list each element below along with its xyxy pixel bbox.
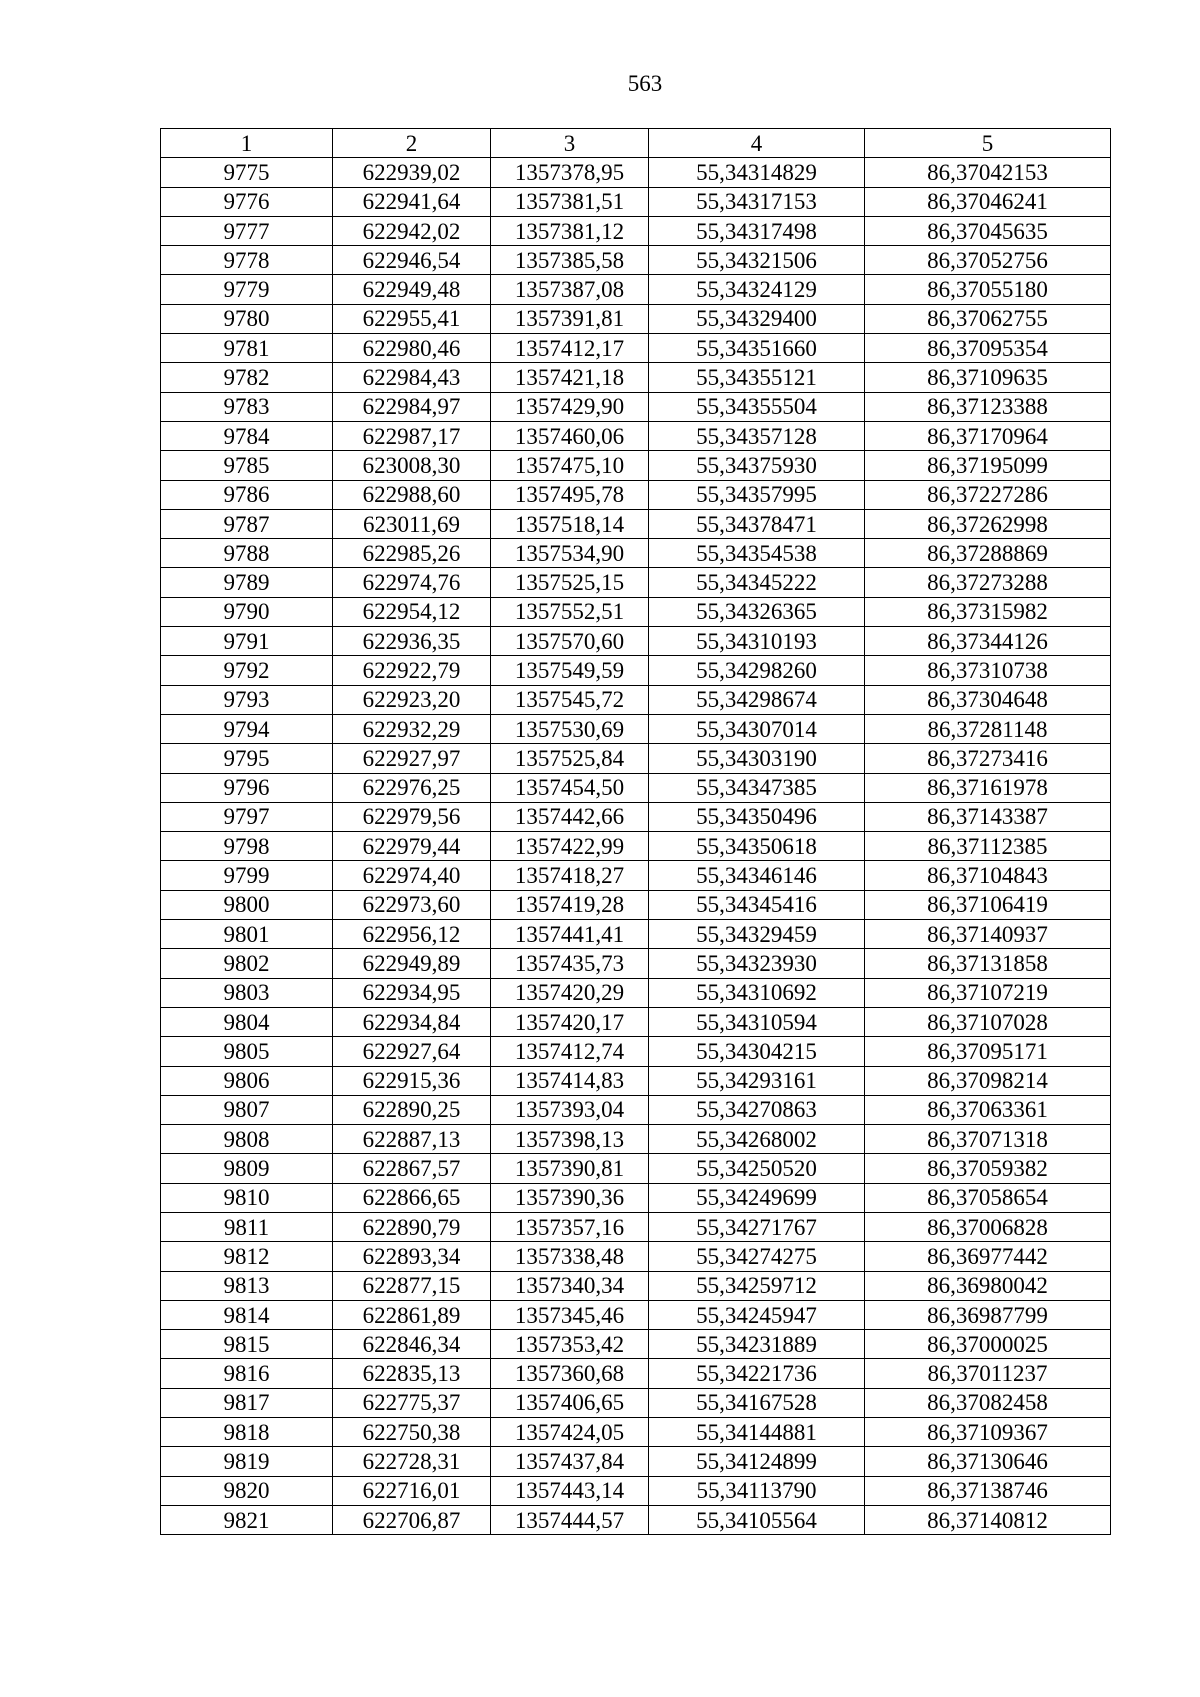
table-cell-col-5: 86,37131858 — [865, 949, 1111, 978]
table-cell-col-1: 9806 — [161, 1066, 333, 1095]
table-cell-col-4: 55,34323930 — [649, 949, 865, 978]
table-cell-col-1: 9784 — [161, 421, 333, 450]
table-cell-col-2: 622835,13 — [333, 1359, 491, 1388]
table-cell-col-1: 9788 — [161, 539, 333, 568]
table-row — [161, 275, 1111, 304]
table-cell-col-5: 86,37011237 — [865, 1359, 1111, 1388]
table-cell-col-4: 55,34326365 — [649, 597, 865, 626]
table-cell-col-3: 1357429,90 — [491, 392, 649, 421]
table-cell-col-3: 1357385,58 — [491, 246, 649, 275]
table-row — [161, 451, 1111, 480]
table-row — [161, 978, 1111, 1007]
table-cell-col-1: 9798 — [161, 832, 333, 861]
table-cell-col-3: 1357390,36 — [491, 1183, 649, 1212]
table-cell-col-4: 55,34105564 — [649, 1505, 865, 1534]
table-cell-col-1: 9805 — [161, 1037, 333, 1066]
table-row — [161, 1418, 1111, 1447]
table-cell-col-1: 9796 — [161, 773, 333, 802]
table-cell-col-1: 9781 — [161, 334, 333, 363]
table-cell-col-2: 622861,89 — [333, 1300, 491, 1329]
table-row — [161, 187, 1111, 216]
table-cell-col-3: 1357444,57 — [491, 1505, 649, 1534]
table-row — [161, 1183, 1111, 1212]
table-row — [161, 480, 1111, 509]
table-cell-col-3: 1357421,18 — [491, 363, 649, 392]
table-cell-col-2: 622716,01 — [333, 1476, 491, 1505]
table-cell-col-4: 55,34245947 — [649, 1300, 865, 1329]
table-cell-col-1: 9816 — [161, 1359, 333, 1388]
column-header-3: 3 — [491, 129, 649, 158]
table-cell-col-1: 9793 — [161, 685, 333, 714]
table-cell-col-1: 9786 — [161, 480, 333, 509]
table-cell-col-3: 1357353,42 — [491, 1330, 649, 1359]
table-cell-col-1: 9785 — [161, 451, 333, 480]
table-cell-col-2: 622846,34 — [333, 1330, 491, 1359]
table-cell-col-2: 622867,57 — [333, 1154, 491, 1183]
table-cell-col-4: 55,34355504 — [649, 392, 865, 421]
table-cell-col-2: 622750,38 — [333, 1418, 491, 1447]
table-cell-col-5: 86,37170964 — [865, 421, 1111, 450]
table-row — [161, 832, 1111, 861]
table-cell-col-5: 86,37098214 — [865, 1066, 1111, 1095]
table-row — [161, 1271, 1111, 1300]
table-row — [161, 1476, 1111, 1505]
table-cell-col-1: 9807 — [161, 1095, 333, 1124]
table-row — [161, 539, 1111, 568]
table-cell-col-5: 86,37273416 — [865, 744, 1111, 773]
table-cell-col-4: 55,34345222 — [649, 568, 865, 597]
table-cell-col-5: 86,37310738 — [865, 656, 1111, 685]
table-cell-col-2: 622976,25 — [333, 773, 491, 802]
table-cell-col-5: 86,37095171 — [865, 1037, 1111, 1066]
table-cell-col-3: 1357381,12 — [491, 216, 649, 245]
table-cell-col-2: 622949,89 — [333, 949, 491, 978]
table-cell-col-2: 622979,44 — [333, 832, 491, 861]
table-row — [161, 685, 1111, 714]
table-cell-col-3: 1357460,06 — [491, 421, 649, 450]
table-cell-col-3: 1357420,29 — [491, 978, 649, 1007]
table-cell-col-5: 86,37344126 — [865, 627, 1111, 656]
table-cell-col-1: 9814 — [161, 1300, 333, 1329]
table-cell-col-3: 1357422,99 — [491, 832, 649, 861]
table-cell-col-4: 55,34317153 — [649, 187, 865, 216]
table-cell-col-5: 86,37288869 — [865, 539, 1111, 568]
table-row — [161, 304, 1111, 333]
table-cell-col-4: 55,34324129 — [649, 275, 865, 304]
table-row — [161, 1154, 1111, 1183]
table-cell-col-3: 1357340,34 — [491, 1271, 649, 1300]
table-cell-col-1: 9780 — [161, 304, 333, 333]
table-row — [161, 802, 1111, 831]
table-row — [161, 334, 1111, 363]
table-cell-col-5: 86,37062755 — [865, 304, 1111, 333]
table-row — [161, 509, 1111, 538]
table-cell-col-2: 622956,12 — [333, 920, 491, 949]
table-cell-col-2: 622974,40 — [333, 861, 491, 890]
table-cell-col-1: 9820 — [161, 1476, 333, 1505]
table-cell-col-4: 55,34124899 — [649, 1447, 865, 1476]
table-cell-col-3: 1357419,28 — [491, 890, 649, 919]
table-cell-col-5: 86,37112385 — [865, 832, 1111, 861]
table-cell-col-5: 86,37161978 — [865, 773, 1111, 802]
table-cell-col-4: 55,34378471 — [649, 509, 865, 538]
table-row — [161, 773, 1111, 802]
table-cell-col-2: 622887,13 — [333, 1125, 491, 1154]
table-row — [161, 1037, 1111, 1066]
table-cell-col-1: 9790 — [161, 597, 333, 626]
table-cell-col-4: 55,34304215 — [649, 1037, 865, 1066]
table-cell-col-1: 9775 — [161, 158, 333, 187]
table-cell-col-2: 622927,64 — [333, 1037, 491, 1066]
table-cell-col-5: 86,36987799 — [865, 1300, 1111, 1329]
table-cell-col-2: 622984,43 — [333, 363, 491, 392]
table-row — [161, 1505, 1111, 1534]
table-cell-col-1: 9776 — [161, 187, 333, 216]
table-cell-col-4: 55,34303190 — [649, 744, 865, 773]
table-cell-col-3: 1357360,68 — [491, 1359, 649, 1388]
table-cell-col-3: 1357390,81 — [491, 1154, 649, 1183]
table-cell-col-3: 1357475,10 — [491, 451, 649, 480]
table-cell-col-3: 1357454,50 — [491, 773, 649, 802]
table-cell-col-4: 55,34321506 — [649, 246, 865, 275]
table-cell-col-4: 55,34350618 — [649, 832, 865, 861]
table-cell-col-3: 1357545,72 — [491, 685, 649, 714]
table-cell-col-3: 1357398,13 — [491, 1125, 649, 1154]
table-cell-col-3: 1357549,59 — [491, 656, 649, 685]
table-row — [161, 421, 1111, 450]
table-cell-col-5: 86,37107219 — [865, 978, 1111, 1007]
table-cell-col-4: 55,34354538 — [649, 539, 865, 568]
table-cell-col-2: 622973,60 — [333, 890, 491, 919]
table-cell-col-3: 1357495,78 — [491, 480, 649, 509]
table-cell-col-2: 622946,54 — [333, 246, 491, 275]
table-cell-col-1: 9809 — [161, 1154, 333, 1183]
table-row — [161, 627, 1111, 656]
table-cell-col-3: 1357525,84 — [491, 744, 649, 773]
table-cell-col-1: 9795 — [161, 744, 333, 773]
table-cell-col-2: 622934,95 — [333, 978, 491, 1007]
table-cell-col-4: 55,34270863 — [649, 1095, 865, 1124]
table-header — [161, 129, 1111, 158]
table-cell-col-5: 86,37000025 — [865, 1330, 1111, 1359]
table-cell-col-2: 623011,69 — [333, 509, 491, 538]
table-cell-col-5: 86,37045635 — [865, 216, 1111, 245]
table-cell-col-2: 622866,65 — [333, 1183, 491, 1212]
table-cell-col-1: 9782 — [161, 363, 333, 392]
table-cell-col-4: 55,34249699 — [649, 1183, 865, 1212]
table-row — [161, 1300, 1111, 1329]
table-cell-col-2: 622980,46 — [333, 334, 491, 363]
table-row — [161, 1095, 1111, 1124]
table-cell-col-1: 9810 — [161, 1183, 333, 1212]
table-cell-col-5: 86,37140812 — [865, 1505, 1111, 1534]
table-cell-col-1: 9800 — [161, 890, 333, 919]
table-cell-col-3: 1357518,14 — [491, 509, 649, 538]
table-cell-col-5: 86,37130646 — [865, 1447, 1111, 1476]
table-cell-col-4: 55,34259712 — [649, 1271, 865, 1300]
table-cell-col-3: 1357345,46 — [491, 1300, 649, 1329]
table-cell-col-2: 622934,84 — [333, 1007, 491, 1036]
table-cell-col-1: 9799 — [161, 861, 333, 890]
table-cell-col-3: 1357442,66 — [491, 802, 649, 831]
table-row — [161, 158, 1111, 187]
table-cell-col-3: 1357357,16 — [491, 1212, 649, 1241]
table-cell-col-3: 1357393,04 — [491, 1095, 649, 1124]
table-cell-col-5: 86,37095354 — [865, 334, 1111, 363]
table-cell-col-3: 1357424,05 — [491, 1418, 649, 1447]
table-cell-col-3: 1357387,08 — [491, 275, 649, 304]
table-cell-col-2: 622775,37 — [333, 1388, 491, 1417]
table-cell-col-4: 55,34113790 — [649, 1476, 865, 1505]
table-row — [161, 744, 1111, 773]
table-row — [161, 1212, 1111, 1241]
table-row — [161, 1066, 1111, 1095]
table-cell-col-1: 9804 — [161, 1007, 333, 1036]
table-cell-col-5: 86,37042153 — [865, 158, 1111, 187]
table-row — [161, 714, 1111, 743]
table-cell-col-3: 1357412,17 — [491, 334, 649, 363]
table-cell-col-5: 86,37262998 — [865, 509, 1111, 538]
table-cell-col-5: 86,37304648 — [865, 685, 1111, 714]
table-cell-col-3: 1357391,81 — [491, 304, 649, 333]
table-cell-col-2: 622706,87 — [333, 1505, 491, 1534]
table-cell-col-3: 1357378,95 — [491, 158, 649, 187]
table-row — [161, 363, 1111, 392]
table-cell-col-1: 9778 — [161, 246, 333, 275]
table-cell-col-5: 86,37063361 — [865, 1095, 1111, 1124]
table-cell-col-4: 55,34355121 — [649, 363, 865, 392]
table-cell-col-5: 86,37106419 — [865, 890, 1111, 919]
table-cell-col-2: 622954,12 — [333, 597, 491, 626]
table-cell-col-4: 55,34271767 — [649, 1212, 865, 1241]
table-cell-col-4: 55,34310193 — [649, 627, 865, 656]
table-cell-col-3: 1357381,51 — [491, 187, 649, 216]
table-cell-col-1: 9787 — [161, 509, 333, 538]
table-cell-col-5: 86,37195099 — [865, 451, 1111, 480]
table-cell-col-2: 622942,02 — [333, 216, 491, 245]
table-cell-col-4: 55,34274275 — [649, 1242, 865, 1271]
table-cell-col-5: 86,37055180 — [865, 275, 1111, 304]
table-cell-col-5: 86,37273288 — [865, 568, 1111, 597]
table-cell-col-3: 1357418,27 — [491, 861, 649, 890]
table-cell-col-5: 86,37082458 — [865, 1388, 1111, 1417]
table-row — [161, 949, 1111, 978]
table-row — [161, 861, 1111, 890]
table-row — [161, 216, 1111, 245]
table-cell-col-2: 622893,34 — [333, 1242, 491, 1271]
table-cell-col-5: 86,36977442 — [865, 1242, 1111, 1271]
table-cell-col-3: 1357420,17 — [491, 1007, 649, 1036]
table-cell-col-1: 9821 — [161, 1505, 333, 1534]
table-cell-col-1: 9789 — [161, 568, 333, 597]
table-cell-col-5: 86,37143387 — [865, 802, 1111, 831]
table-cell-col-2: 622922,79 — [333, 656, 491, 685]
table-cell-col-2: 622932,29 — [333, 714, 491, 743]
table-cell-col-4: 55,34310594 — [649, 1007, 865, 1036]
table-cell-col-5: 86,37071318 — [865, 1125, 1111, 1154]
table-cell-col-4: 55,34375930 — [649, 451, 865, 480]
table-cell-col-2: 622728,31 — [333, 1447, 491, 1476]
table-cell-col-3: 1357552,51 — [491, 597, 649, 626]
table-cell-col-4: 55,34351660 — [649, 334, 865, 363]
table-cell-col-4: 55,34329400 — [649, 304, 865, 333]
column-header-2: 2 — [333, 129, 491, 158]
table-cell-col-1: 9813 — [161, 1271, 333, 1300]
table-row — [161, 890, 1111, 919]
table-cell-col-4: 55,34144881 — [649, 1418, 865, 1447]
table-cell-col-1: 9815 — [161, 1330, 333, 1359]
table-cell-col-5: 86,36980042 — [865, 1271, 1111, 1300]
table-cell-col-5: 86,37315982 — [865, 597, 1111, 626]
table-cell-col-4: 55,34329459 — [649, 920, 865, 949]
table-cell-col-3: 1357443,14 — [491, 1476, 649, 1505]
column-header-1: 1 — [161, 129, 333, 158]
table-cell-col-2: 622941,64 — [333, 187, 491, 216]
table-cell-col-5: 86,37123388 — [865, 392, 1111, 421]
coordinates-table — [160, 128, 1111, 1535]
table-cell-col-5: 86,37059382 — [865, 1154, 1111, 1183]
table-cell-col-2: 622890,79 — [333, 1212, 491, 1241]
table-cell-col-5: 86,37107028 — [865, 1007, 1111, 1036]
table-row — [161, 920, 1111, 949]
table-cell-col-4: 55,34231889 — [649, 1330, 865, 1359]
table-cell-col-1: 9794 — [161, 714, 333, 743]
table-cell-col-4: 55,34293161 — [649, 1066, 865, 1095]
table-row — [161, 568, 1111, 597]
table-cell-col-2: 622955,41 — [333, 304, 491, 333]
table-cell-col-4: 55,34310692 — [649, 978, 865, 1007]
table-cell-col-3: 1357441,41 — [491, 920, 649, 949]
table-cell-col-5: 86,37140937 — [865, 920, 1111, 949]
column-header-4: 4 — [649, 129, 865, 158]
table-row — [161, 597, 1111, 626]
table-cell-col-3: 1357437,84 — [491, 1447, 649, 1476]
table-cell-col-5: 86,37227286 — [865, 480, 1111, 509]
table-cell-col-2: 622923,20 — [333, 685, 491, 714]
table-row — [161, 1007, 1111, 1036]
table-cell-col-2: 622974,76 — [333, 568, 491, 597]
table-cell-col-2: 622877,15 — [333, 1271, 491, 1300]
table-cell-col-3: 1357530,69 — [491, 714, 649, 743]
table-cell-col-1: 9801 — [161, 920, 333, 949]
table-cell-col-1: 9819 — [161, 1447, 333, 1476]
table-cell-col-4: 55,34167528 — [649, 1388, 865, 1417]
table-cell-col-2: 622936,35 — [333, 627, 491, 656]
table-cell-col-2: 622927,97 — [333, 744, 491, 773]
table-cell-col-2: 622979,56 — [333, 802, 491, 831]
table-cell-col-4: 55,34317498 — [649, 216, 865, 245]
table-cell-col-4: 55,34298260 — [649, 656, 865, 685]
table-cell-col-1: 9808 — [161, 1125, 333, 1154]
table-cell-col-5: 86,37006828 — [865, 1212, 1111, 1241]
table-cell-col-5: 86,37104843 — [865, 861, 1111, 890]
table-cell-col-1: 9817 — [161, 1388, 333, 1417]
table-cell-col-3: 1357414,83 — [491, 1066, 649, 1095]
table-cell-col-4: 55,34357995 — [649, 480, 865, 509]
table-cell-col-4: 55,34314829 — [649, 158, 865, 187]
table-cell-col-1: 9818 — [161, 1418, 333, 1447]
table-body — [161, 158, 1111, 1535]
table-cell-col-4: 55,34350496 — [649, 802, 865, 831]
table-cell-col-2: 622949,48 — [333, 275, 491, 304]
table-cell-col-3: 1357570,60 — [491, 627, 649, 656]
table-cell-col-1: 9803 — [161, 978, 333, 1007]
table-cell-col-1: 9783 — [161, 392, 333, 421]
table-row — [161, 246, 1111, 275]
header-row — [161, 129, 1111, 158]
table-cell-col-1: 9791 — [161, 627, 333, 656]
table-cell-col-3: 1357406,65 — [491, 1388, 649, 1417]
table-cell-col-1: 9777 — [161, 216, 333, 245]
table-cell-col-5: 86,37138746 — [865, 1476, 1111, 1505]
table-row — [161, 1125, 1111, 1154]
table-cell-col-4: 55,34346146 — [649, 861, 865, 890]
table-cell-col-5: 86,37052756 — [865, 246, 1111, 275]
table-row — [161, 1388, 1111, 1417]
table-cell-col-2: 622939,02 — [333, 158, 491, 187]
table-cell-col-3: 1357534,90 — [491, 539, 649, 568]
table-cell-col-5: 86,37058654 — [865, 1183, 1111, 1212]
table-row — [161, 656, 1111, 685]
table-cell-col-4: 55,34307014 — [649, 714, 865, 743]
table-cell-col-5: 86,37046241 — [865, 187, 1111, 216]
table-cell-col-2: 622915,36 — [333, 1066, 491, 1095]
table-cell-col-2: 622984,97 — [333, 392, 491, 421]
table-cell-col-1: 9797 — [161, 802, 333, 831]
table-cell-col-1: 9779 — [161, 275, 333, 304]
table-cell-col-2: 623008,30 — [333, 451, 491, 480]
table-cell-col-3: 1357435,73 — [491, 949, 649, 978]
table-cell-col-3: 1357412,74 — [491, 1037, 649, 1066]
table-cell-col-1: 9792 — [161, 656, 333, 685]
page-number: 563 — [627, 71, 663, 96]
table-cell-col-2: 622988,60 — [333, 480, 491, 509]
table-cell-col-2: 622987,17 — [333, 421, 491, 450]
table-cell-col-4: 55,34347385 — [649, 773, 865, 802]
table-row — [161, 1447, 1111, 1476]
table-cell-col-4: 55,34298674 — [649, 685, 865, 714]
table-cell-col-4: 55,34345416 — [649, 890, 865, 919]
table-cell-col-4: 55,34221736 — [649, 1359, 865, 1388]
table-cell-col-5: 86,37281148 — [865, 714, 1111, 743]
table-cell-col-4: 55,34250520 — [649, 1154, 865, 1183]
table-cell-col-3: 1357525,15 — [491, 568, 649, 597]
table-cell-col-1: 9802 — [161, 949, 333, 978]
table-cell-col-1: 9812 — [161, 1242, 333, 1271]
table-cell-col-4: 55,34268002 — [649, 1125, 865, 1154]
column-header-5: 5 — [865, 129, 1111, 158]
table-row — [161, 1330, 1111, 1359]
table-cell-col-5: 86,37109635 — [865, 363, 1111, 392]
table-row — [161, 1359, 1111, 1388]
table-cell-col-5: 86,37109367 — [865, 1418, 1111, 1447]
table-cell-col-4: 55,34357128 — [649, 421, 865, 450]
table-cell-col-1: 9811 — [161, 1212, 333, 1241]
table-cell-col-3: 1357338,48 — [491, 1242, 649, 1271]
table-cell-col-2: 622985,26 — [333, 539, 491, 568]
table-cell-col-2: 622890,25 — [333, 1095, 491, 1124]
table-row — [161, 1242, 1111, 1271]
table-row — [161, 392, 1111, 421]
